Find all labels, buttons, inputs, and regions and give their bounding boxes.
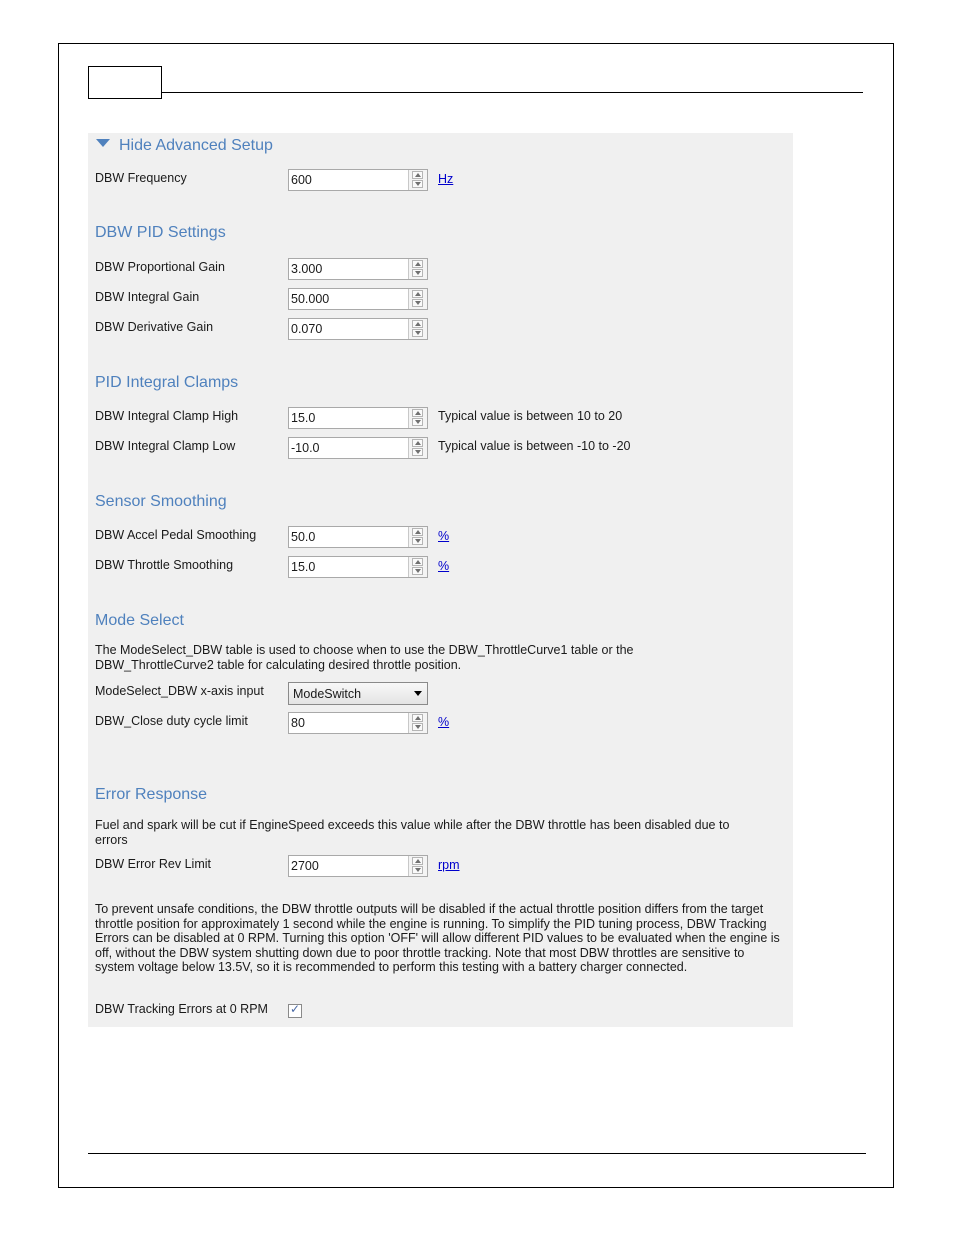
error-rev-limit-spinner[interactable] — [408, 856, 427, 876]
integral-gain-value: 50.000 — [291, 292, 330, 306]
mode-input-select[interactable] — [288, 682, 428, 705]
close-duty-value: 80 — [291, 716, 305, 730]
header-rule — [162, 92, 863, 93]
spin-up-icon[interactable] — [412, 528, 423, 536]
integral-gain-label: DBW Integral Gain — [95, 290, 200, 304]
close-duty-label: DBW_Close duty cycle limit — [95, 714, 248, 728]
spin-up-icon[interactable] — [412, 857, 423, 865]
spin-up-icon[interactable] — [412, 171, 423, 179]
integral-gain-spinner[interactable] — [408, 289, 427, 309]
spin-down-icon[interactable] — [412, 418, 423, 426]
accel-pedal-smoothing-unit-link[interactable]: % — [438, 529, 450, 543]
hide-advanced-setup-toggle[interactable] — [96, 137, 273, 155]
spin-up-icon[interactable] — [412, 320, 423, 328]
spin-up-icon[interactable] — [412, 290, 423, 298]
clamp-low-label: DBW Integral Clamp Low — [95, 439, 236, 453]
spin-down-icon[interactable] — [412, 567, 423, 575]
integral-clamps-title: PID Integral Clamps — [95, 374, 239, 391]
mode-input-selected-value: ModeSwitch — [293, 687, 362, 701]
throttle-smoothing-input[interactable] — [288, 556, 428, 578]
proportional-gain-spinner[interactable] — [408, 259, 427, 279]
clamp-high-label: DBW Integral Clamp High — [95, 409, 239, 423]
spin-down-icon[interactable] — [412, 866, 423, 874]
header-box — [88, 66, 162, 99]
pid-settings-title: DBW PID Settings — [95, 224, 226, 241]
spin-down-icon[interactable] — [412, 723, 423, 731]
error-response-description: Fuel and spark will be cut if EngineSpeed exceeds this value while after the DBW throttle has been disabled due to errors — [95, 818, 730, 847]
spin-down-icon[interactable] — [412, 329, 423, 337]
spin-up-icon[interactable] — [412, 409, 423, 417]
proportional-gain-value: 3.000 — [291, 262, 323, 276]
checkmark-icon: ✓ — [290, 1002, 301, 1016]
close-duty-input[interactable] — [288, 712, 428, 734]
error-rev-limit-input[interactable] — [288, 855, 428, 877]
dropdown-arrow-icon — [414, 691, 422, 696]
derivative-gain-input[interactable] — [288, 318, 428, 340]
spin-down-icon[interactable] — [412, 537, 423, 545]
tracking-errors-label: DBW Tracking Errors at 0 RPM — [95, 1002, 268, 1016]
clamp-high-input[interactable] — [288, 407, 428, 429]
tracking-errors-description: To prevent unsafe conditions, the DBW throttle outputs will be disabled if the actual throttle position differs from the target throttle position for approximately 1 second while the engine is running. To simplify the PID tuning process, DBW Tracking Errors can be disabled at 0 RPM. Turning this option 'OFF' will allow different PID values to be evaluated when the engine is off, without the DBW system shutting down due to poor throttle tracking. Note that most DBW throttles are sensitive to system voltage below 13.5V, so it is recommended to perform this testing with a battery charger connected. — [95, 902, 780, 975]
close-duty-spinner[interactable] — [408, 713, 427, 733]
integral-gain-input[interactable] — [288, 288, 428, 310]
spin-down-icon[interactable] — [412, 299, 423, 307]
proportional-gain-label: DBW Proportional Gain — [95, 260, 225, 274]
error-response-title: Error Response — [95, 786, 208, 803]
dbw-frequency-value: 600 — [291, 173, 312, 187]
spin-up-icon[interactable] — [412, 714, 423, 722]
mode-input-label: ModeSelect_DBW x-axis input — [95, 684, 264, 698]
spin-up-icon[interactable] — [412, 260, 423, 268]
dbw-frequency-unit-link[interactable]: Hz — [438, 172, 454, 186]
derivative-gain-spinner[interactable] — [408, 319, 427, 339]
clamp-high-note: Typical value is between 10 to 20 — [438, 409, 623, 423]
spin-down-icon[interactable] — [412, 448, 423, 456]
error-rev-limit-value: 2700 — [291, 859, 319, 873]
accel-pedal-smoothing-label: DBW Accel Pedal Smoothing — [95, 528, 257, 542]
throttle-smoothing-value: 15.0 — [291, 560, 316, 574]
derivative-gain-value: 0.070 — [291, 322, 323, 336]
sensor-smoothing-title: Sensor Smoothing — [95, 493, 227, 510]
throttle-smoothing-label: DBW Throttle Smoothing — [95, 558, 234, 572]
clamp-low-spinner[interactable] — [408, 438, 427, 458]
throttle-smoothing-spinner[interactable] — [408, 557, 427, 577]
spin-down-icon[interactable] — [412, 180, 423, 188]
spin-up-icon[interactable] — [412, 439, 423, 447]
spin-down-icon[interactable] — [412, 269, 423, 277]
dbw-frequency-input[interactable] — [288, 169, 428, 191]
tracking-errors-checkbox[interactable] — [288, 1004, 302, 1018]
derivative-gain-label: DBW Derivative Gain — [95, 320, 214, 334]
throttle-smoothing-unit-link[interactable]: % — [438, 559, 450, 573]
error-rev-limit-unit-link[interactable]: rpm — [438, 858, 460, 872]
clamp-low-input[interactable] — [288, 437, 428, 459]
hide-advanced-setup-label: Hide Advanced Setup — [119, 137, 273, 154]
proportional-gain-input[interactable] — [288, 258, 428, 280]
clamp-low-note: Typical value is between -10 to -20 — [438, 439, 631, 453]
dbw-frequency-spinner[interactable] — [408, 170, 427, 190]
close-duty-unit-link[interactable]: % — [438, 715, 450, 729]
accel-pedal-smoothing-value: 50.0 — [291, 530, 316, 544]
error-rev-limit-label: DBW Error Rev Limit — [95, 857, 211, 871]
clamp-high-value: 15.0 — [291, 411, 316, 425]
footer-rule — [88, 1153, 866, 1154]
accel-pedal-smoothing-input[interactable] — [288, 526, 428, 548]
clamp-low-value: -10.0 — [291, 441, 320, 455]
clamp-high-spinner[interactable] — [408, 408, 427, 428]
collapse-triangle-icon — [96, 139, 110, 147]
spin-up-icon[interactable] — [412, 558, 423, 566]
mode-select-title: Mode Select — [95, 612, 184, 629]
accel-pedal-smoothing-spinner[interactable] — [408, 527, 427, 547]
mode-select-description: The ModeSelect_DBW table is used to choose when to use the DBW_ThrottleCurve1 table or the DBW_ThrottleCurve2 table for calculating desired throttle position. — [95, 643, 634, 672]
dbw-frequency-label: DBW Frequency — [95, 171, 187, 185]
